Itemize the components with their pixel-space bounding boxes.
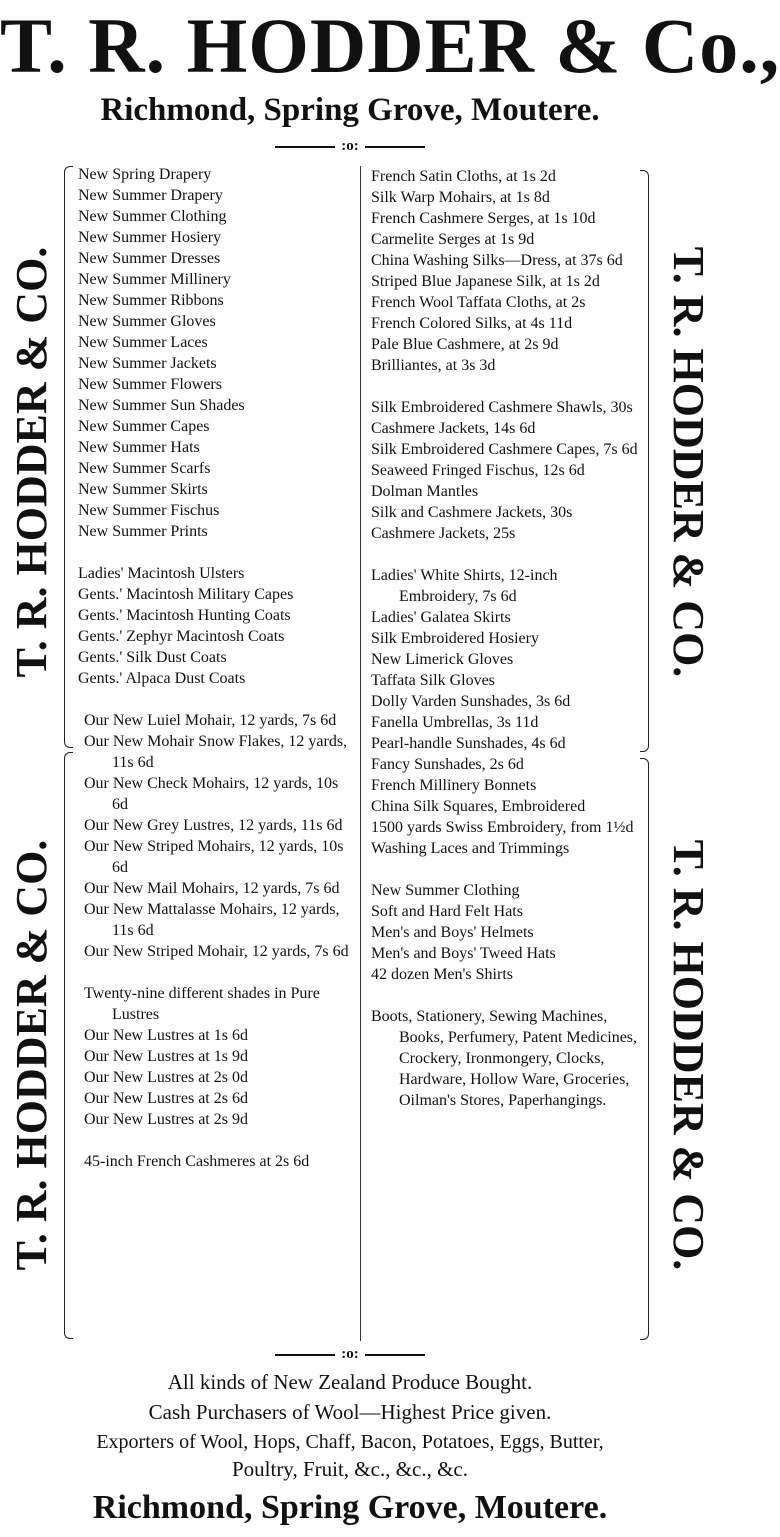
list-item: New Summer Hosiery — [78, 229, 222, 246]
side-banner-left-upper: T. R. HODDER & CO. — [7, 246, 56, 678]
right-group-shawls-jackets — [371, 397, 639, 544]
list-item: New Limerick Gloves — [371, 651, 514, 668]
list-item: Our New Lustres at 2s 6d — [84, 1090, 248, 1107]
list-item: New Summer Hats — [78, 439, 200, 456]
list-item: New Summer Sun Shades — [78, 397, 245, 414]
bottom-divider — [0, 1345, 700, 1363]
list-item: Men's and Boys' Tweed Hats — [371, 945, 556, 962]
list-item: Fanella Umbrellas, 3s 11d — [371, 714, 539, 731]
list-item: Pearl-handle Sunshades, 4s 6d — [371, 735, 566, 752]
list-item: Dolman Mantles — [371, 483, 479, 500]
footer-line-produce: All kinds of New Zealand Produce Bought. — [167, 1370, 533, 1394]
list-item: French Cashmere Serges, at 1s 10d — [371, 210, 596, 227]
list-item: New Summer Clothing — [371, 882, 520, 899]
list-item: Our New Striped Mohairs, 12 yards, 10s 6d — [84, 838, 344, 876]
list-item: Pale Blue Cashmere, at 2s 9d — [371, 336, 559, 353]
footer-line-exporters: Exporters of Wool, Hops, Chaff, Bacon, Potatoes, Eggs, Butter, — [96, 1431, 604, 1453]
left-group-mohairs — [78, 710, 353, 962]
list-item: New Summer Jackets — [78, 355, 217, 372]
list-item: Gents.' Macintosh Hunting Coats — [78, 607, 291, 624]
list-item: Our New Check Mohairs, 12 yards, 10s 6d — [84, 775, 339, 813]
list-item: New Summer Skirts — [78, 481, 208, 498]
list-item: Fancy Sunshades, 2s 6d — [371, 756, 524, 773]
left-group-lustres — [78, 983, 353, 1130]
list-item: 1500 yards Swiss Embroidery, from 1½d — [371, 819, 634, 836]
divider-ornament: :o: — [341, 138, 359, 154]
list-item: Our New Lustres at 2s 9d — [84, 1111, 248, 1128]
list-item: China Silk Squares, Embroidered — [371, 798, 586, 815]
list-item: Gents.' Macintosh Military Capes — [78, 586, 294, 603]
list-item: Striped Blue Japanese Silk, at 1s 2d — [371, 273, 600, 290]
divider-rule — [275, 146, 335, 148]
right-group-accessories — [371, 565, 639, 859]
left-column — [78, 164, 353, 1172]
list-item: New Summer Clothing — [78, 208, 227, 225]
top-divider — [0, 137, 700, 155]
left-group-macintosh — [78, 563, 353, 689]
list-item: Soft and Hard Felt Hats — [371, 903, 523, 920]
right-brace-lower — [640, 758, 649, 1340]
list-item: 45-inch French Cashmeres at 2s 6d — [84, 1153, 310, 1170]
list-item: French Wool Taffata Cloths, at 2s — [371, 294, 586, 311]
list-item: Boots, Stationery, Sewing Machines, Books, Perfumery, Patent Medicines, Crockery, Ironmongery, Clocks, Hardware, Hollow Ware, Groceries, Oilman's Stores, Paperhangings. — [371, 1008, 638, 1109]
list-item: Carmelite Serges at 1s 9d — [371, 231, 535, 248]
list-item: Twenty-nine different shades in Pure Lustres — [84, 985, 320, 1023]
footer-line-poultry: Poultry, Fruit, &c., &c., &c. — [231, 1457, 469, 1481]
divider-rule — [275, 1354, 335, 1356]
list-item: Ladies' Macintosh Ulsters — [78, 565, 245, 582]
list-item: Washing Laces and Trimmings — [371, 840, 570, 857]
side-banner-right-upper: T. R. HODDER & CO. — [664, 246, 713, 678]
list-item: New Summer Drapery — [78, 187, 223, 204]
right-brace-upper — [640, 170, 649, 752]
list-item: Gents.' Silk Dust Coats — [78, 649, 227, 666]
list-item: Taffata Silk Gloves — [371, 672, 495, 689]
list-item: New Summer Fischus — [78, 502, 220, 519]
advertiser-title: T. R. HODDER & Co., — [0, 2, 780, 89]
list-item: Silk Embroidered Hosiery — [371, 630, 539, 647]
list-item: Our New Mail Mohairs, 12 yards, 7s 6d — [84, 880, 340, 897]
list-item: Brilliantes, at 3s 3d — [371, 357, 496, 374]
list-item: Silk Embroidered Cashmere Shawls, 30s — [371, 399, 633, 416]
list-item: Silk and Cashmere Jackets, 30s — [371, 504, 573, 521]
list-item: Our New Lustres at 1s 9d — [84, 1048, 248, 1065]
right-group-general — [371, 1006, 639, 1111]
list-item: New Summer Prints — [78, 523, 208, 540]
list-item: China Washing Silks—Dress, at 37s 6d — [371, 252, 623, 269]
list-item: New Summer Millinery — [78, 271, 231, 288]
list-item: Our New Striped Mohair, 12 yards, 7s 6d — [84, 943, 349, 960]
right-column — [371, 166, 639, 1111]
list-item: Our New Grey Lustres, 12 yards, 11s 6d — [84, 817, 343, 834]
divider-ornament: :o: — [341, 1346, 359, 1362]
list-item: Men's and Boys' Helmets — [371, 924, 534, 941]
list-item: Our New Lustres at 1s 6d — [84, 1027, 248, 1044]
list-item: Gents.' Alpaca Dust Coats — [78, 670, 246, 687]
list-item: New Summer Dresses — [78, 250, 221, 267]
list-item: Gents.' Zephyr Macintosh Coats — [78, 628, 285, 645]
list-item: 42 dozen Men's Shirts — [371, 966, 513, 983]
column-rule — [360, 166, 361, 1341]
list-item: New Summer Capes — [78, 418, 210, 435]
list-item: Our New Luiel Mohair, 12 yards, 7s 6d — [84, 712, 337, 729]
list-item: Silk Warp Mohairs, at 1s 8d — [371, 189, 550, 206]
list-item: Our New Mattalasse Mohairs, 12 yards, 11s 6d — [84, 901, 340, 939]
side-banner-right-lower: T. R. HODDER & CO. — [664, 839, 713, 1271]
list-item: Dolly Varden Sunshades, 3s 6d — [371, 693, 571, 710]
list-item: French Satin Cloths, at 1s 2d — [371, 168, 556, 185]
list-item: New Summer Ribbons — [78, 292, 224, 309]
left-brace-lower — [64, 752, 73, 1339]
left-brace-upper — [64, 166, 73, 748]
divider-rule — [365, 146, 425, 148]
left-group-cashmeres — [78, 1151, 353, 1172]
footer-line-wool: Cash Purchasers of Wool—Highest Price given. — [148, 1400, 552, 1424]
list-item: Seaweed Fringed Fischus, 12s 6d — [371, 462, 585, 479]
right-group-fabrics — [371, 166, 639, 376]
list-item: Ladies' Galatea Skirts — [371, 609, 511, 626]
location-subtitle: Richmond, Spring Grove, Moutere. — [100, 92, 600, 128]
divider-rule — [365, 1354, 425, 1356]
side-banner-left-lower: T. R. HODDER & CO. — [7, 839, 56, 1271]
list-item: French Millinery Bonnets — [371, 777, 537, 794]
list-item: Ladies' White Shirts, 12-inch Embroidery, 7s 6d — [371, 567, 558, 605]
list-item: New Summer Gloves — [78, 313, 216, 330]
list-item: Our New Mohair Snow Flakes, 12 yards, 11s 6d — [84, 733, 348, 771]
list-item: Cashmere Jackets, 25s — [371, 525, 516, 542]
right-group-mens — [371, 880, 639, 985]
list-item: New Summer Flowers — [78, 376, 222, 393]
list-item: New Spring Drapery — [78, 166, 212, 183]
list-item: New Summer Scarfs — [78, 460, 211, 477]
bottom-location-title: Richmond, Spring Grove, Moutere. — [92, 1489, 608, 1526]
left-group-summer-goods — [78, 164, 353, 542]
list-item: French Colored Silks, at 4s 11d — [371, 315, 573, 332]
list-item: Cashmere Jackets, 14s 6d — [371, 420, 536, 437]
list-item: New Summer Laces — [78, 334, 208, 351]
list-item: Silk Embroidered Cashmere Capes, 7s 6d — [371, 441, 638, 458]
list-item: Our New Lustres at 2s 0d — [84, 1069, 248, 1086]
